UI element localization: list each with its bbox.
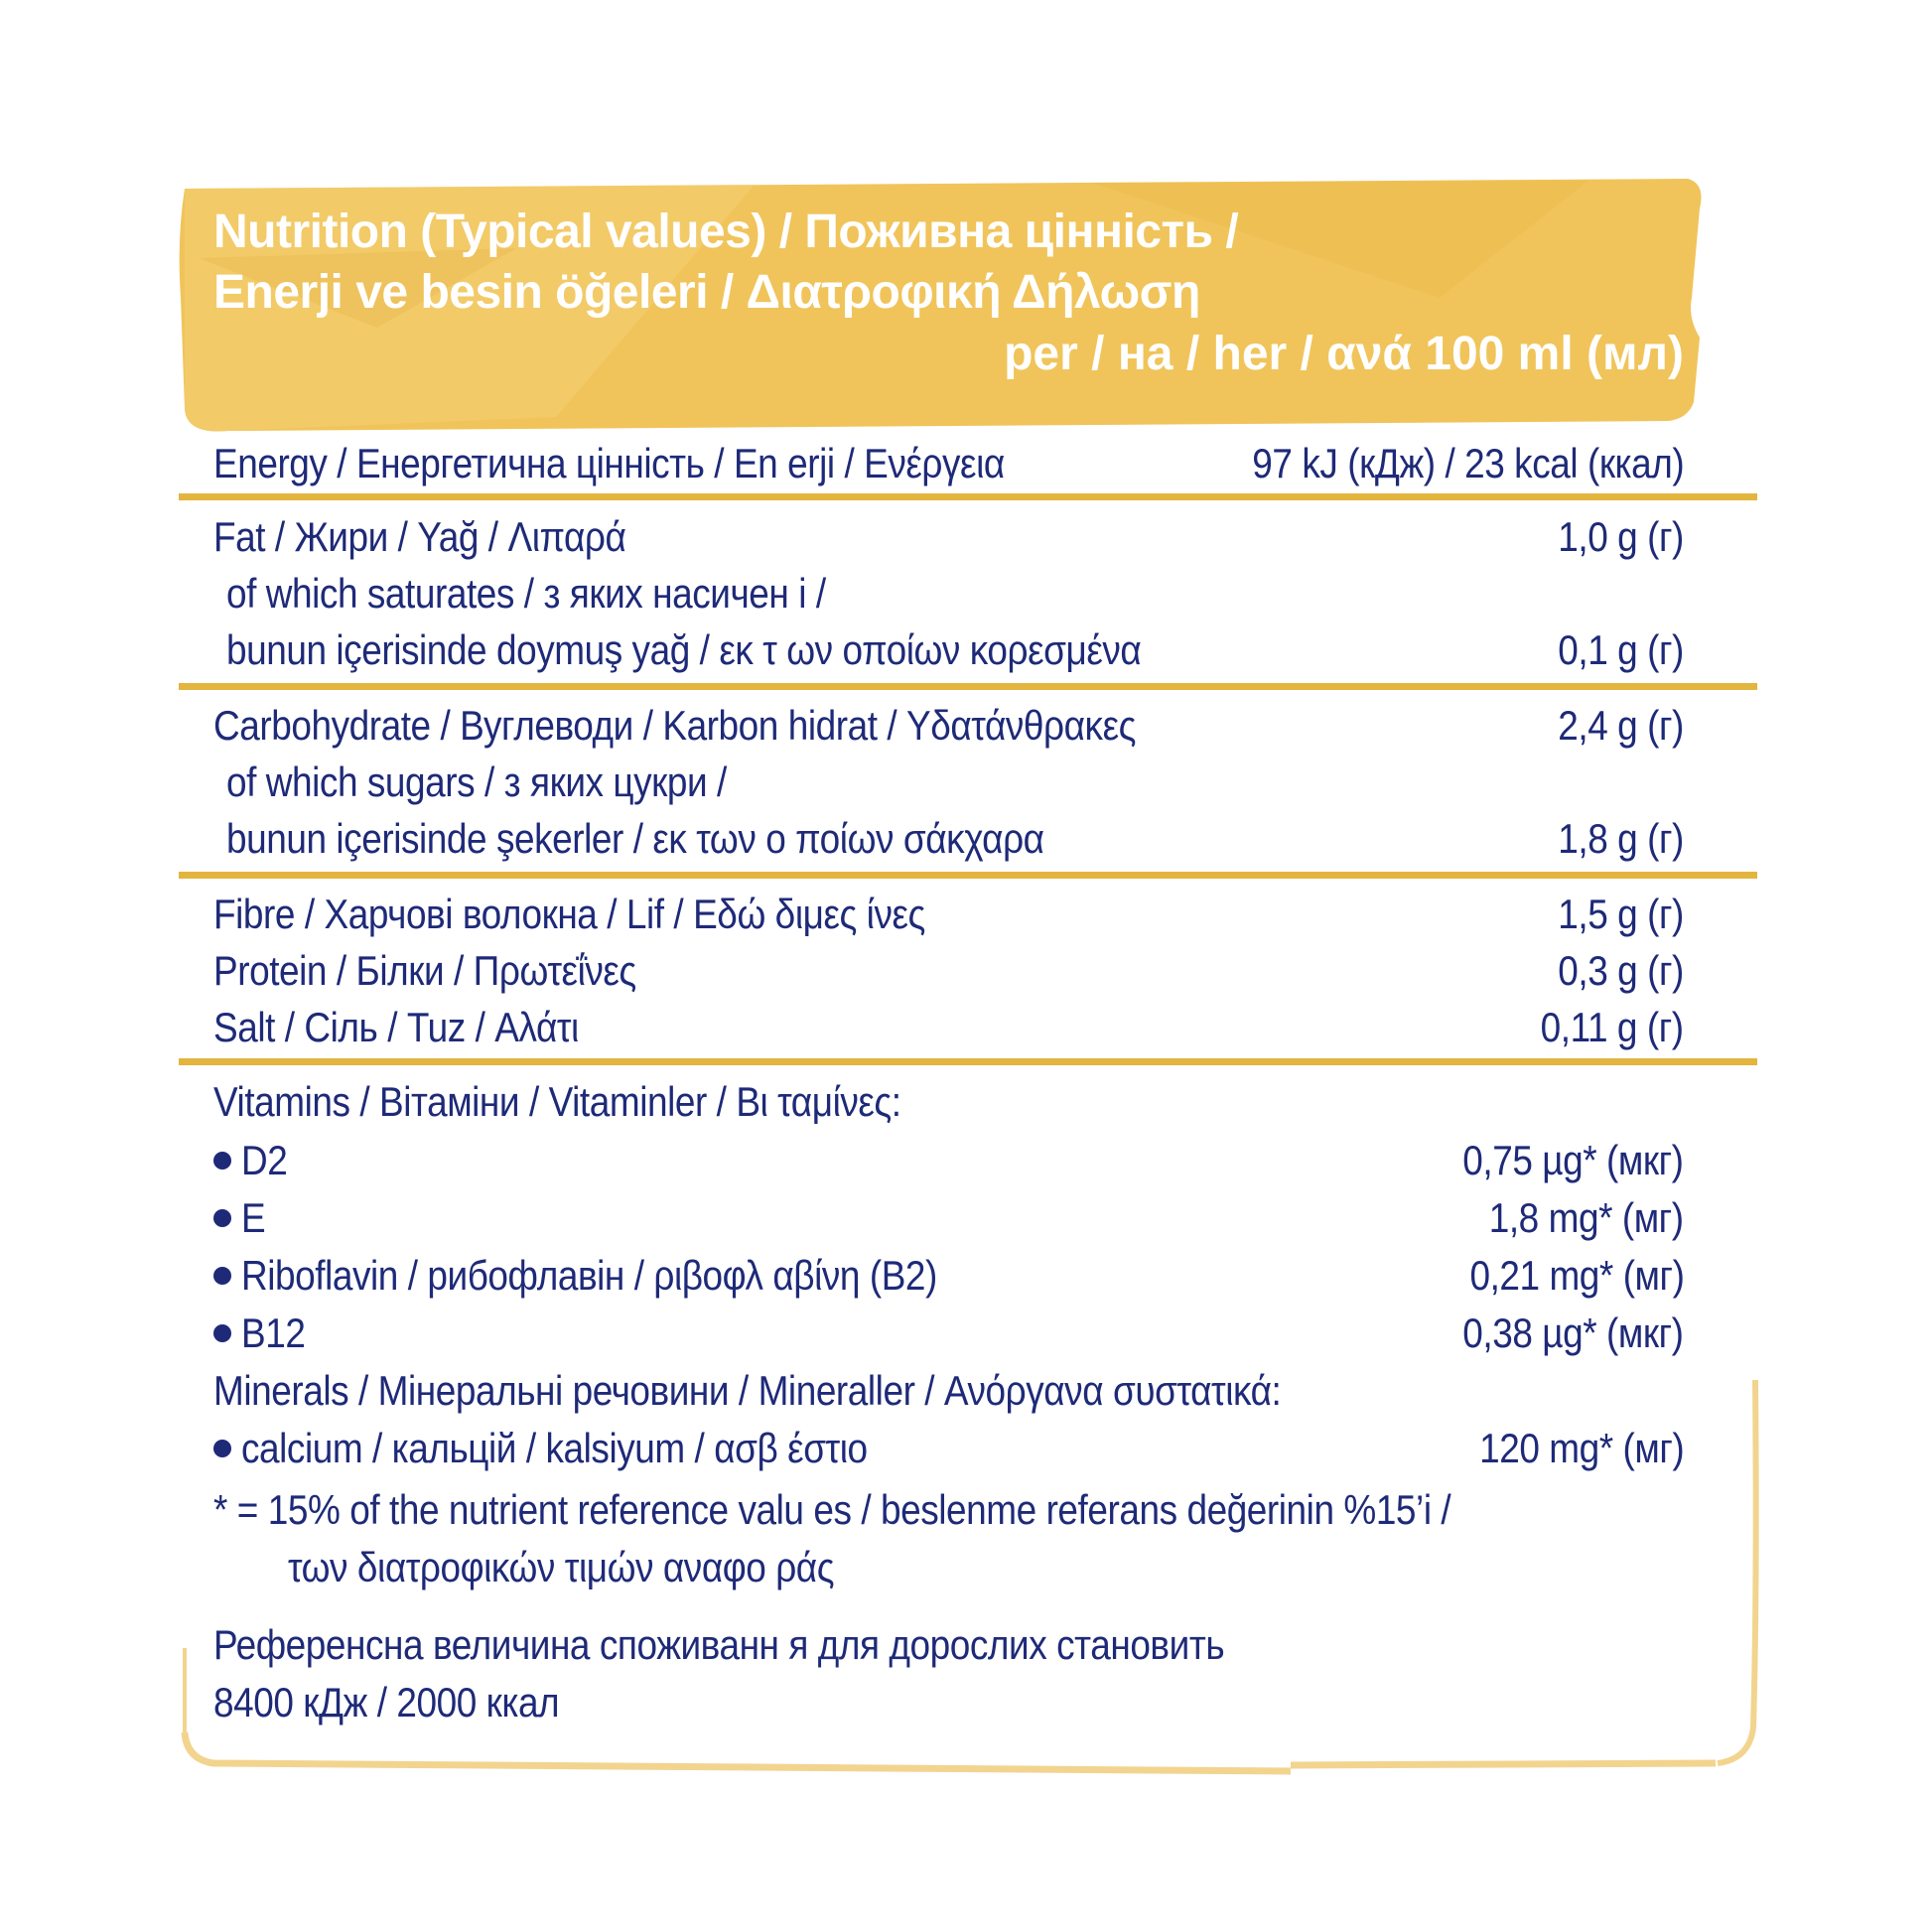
vitamin-e-value: 1,8 mg* (мг): [1489, 1194, 1684, 1241]
riboflavin-value: 0,21 mg* (мг): [1469, 1252, 1684, 1299]
header-per-unit: per / на / her / ανά 100 ml (мл): [1004, 328, 1684, 380]
calcium-value: 120 mg* (мг): [1478, 1425, 1684, 1471]
energy-value: 97 kJ (кДж) / 23 kcal (ккал): [1252, 440, 1684, 486]
saturates-label-line2: bunun içerisinde doymuş yağ / εκ τ ων οποίων κορεσμένα: [226, 626, 1142, 673]
rule-fat: [179, 683, 1757, 690]
fibre-value: 1,5 g (г): [1558, 891, 1684, 937]
fat-value: 1,0 g (г): [1558, 513, 1684, 560]
calcium-label: calcium / кальцій / kalsiyum / ασβ έστιο: [241, 1425, 868, 1471]
saturates-value: 0,1 g (г): [1558, 626, 1684, 673]
sugars-value: 1,8 g (г): [1558, 815, 1684, 862]
reference-intake-line2: 8400 кДж / 2000 ккал: [213, 1679, 560, 1725]
salt-value: 0,11 g (г): [1541, 1004, 1684, 1050]
protein-value: 0,3 g (г): [1558, 947, 1684, 994]
vitamin-d2-label: D2: [241, 1137, 288, 1183]
fibre-label: Fibre / Харчові волокна / Lif / Εδώ διμες ίνες: [213, 891, 925, 937]
minerals-heading: Minerals / Мінеральні речовини / Mineraller / Ανόργανα συστατικά:: [213, 1367, 1282, 1414]
vitamin-b12-value: 0,38 µg* (мкг): [1462, 1310, 1684, 1356]
carbohydrate-label: Carbohydrate / Вуглеводи / Karbon hidrat / Υδατάνθρακες: [213, 702, 1136, 749]
protein-label: Protein / Білки / Πρωτεΐνες: [213, 947, 636, 994]
salt-label: Salt / Сіль / Tuz / Αλάτι: [213, 1004, 579, 1050]
frame-right-edge: [1718, 1380, 1756, 1763]
vitamin-b12-label: B12: [241, 1310, 306, 1356]
header-title-line2: Enerji ve besin öğeleri / Διατροφική Δήλωση: [213, 266, 1200, 319]
bullet-icon: [213, 1440, 231, 1457]
bullet-icon: [213, 1324, 231, 1342]
sugars-label-line2: bunun içerisinde şekerler / εκ των ο ποίων σάκχαρα: [226, 815, 1044, 862]
header-title-line1: Nutrition (Typical values) / Поживна цінність /: [213, 206, 1239, 258]
bullet-icon: [213, 1209, 231, 1227]
bullet-icon: [213, 1267, 231, 1285]
riboflavin-label: Riboflavin / рибофлавін / ριβοφλ αβίνη (B2): [241, 1252, 937, 1299]
footnote-line1: * = 15% of the nutrient reference valu es / beslenme referans değerinin %15’i /: [213, 1486, 1451, 1533]
fat-label: Fat / Жири / Yağ / Λιπαρά: [213, 513, 626, 560]
footnote-line2: των διατροφικών τιμών αναφο ράς: [288, 1544, 835, 1590]
rule-energy: [179, 493, 1757, 500]
carbohydrate-value: 2,4 g (г): [1558, 702, 1684, 749]
rule-other: [179, 1058, 1757, 1065]
bullet-icon: [213, 1152, 231, 1170]
vitamins-heading: Vitamins / Вітаміни / Vitaminler / Βι ταμίνες:: [213, 1078, 901, 1125]
rule-carbs: [179, 872, 1757, 879]
frame-bottom-edge: [185, 1732, 1716, 1771]
sugars-label-line1: of which sugars / з яких цукри /: [226, 759, 727, 805]
saturates-label-line1: of which saturates / з яких насичен і /: [226, 570, 826, 617]
vitamin-e-label: E: [241, 1194, 266, 1241]
energy-label: Energy / Енергетична цінність / En erji / Ενέργεια: [213, 440, 1005, 486]
reference-intake-line1: Референсна величина споживанн я для дорослих становить: [213, 1621, 1225, 1668]
vitamin-d2-value: 0,75 µg* (мкг): [1462, 1137, 1684, 1183]
